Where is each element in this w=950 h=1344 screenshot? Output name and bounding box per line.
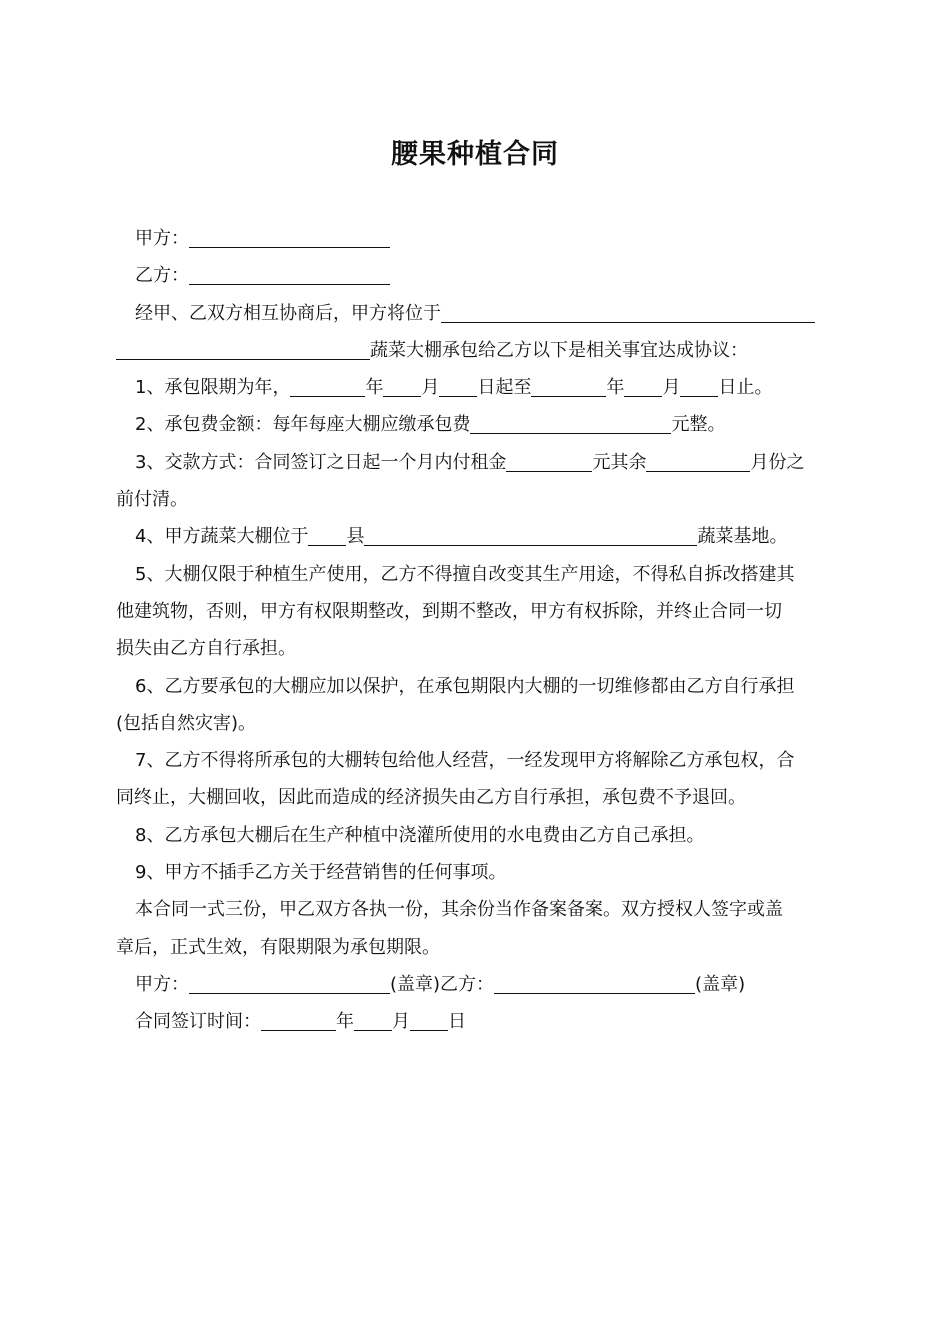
location-blank-2[interactable]: [116, 335, 370, 360]
clause-3: [116, 444, 836, 481]
start-month-blank[interactable]: [383, 372, 421, 397]
seal-label-a: (盖章): [390, 973, 441, 995]
year-label: 年: [606, 377, 625, 399]
county-label: 县: [346, 526, 365, 548]
end-day-blank[interactable]: [680, 372, 718, 397]
clause-5-line-1: 5、大棚仅限于种植生产使用，乙方不得擅自改变其生产用途，不得私自拆改搭建其: [135, 563, 795, 585]
base-blank[interactable]: [364, 521, 697, 546]
contract-body: [116, 220, 836, 1041]
party-a-line: [116, 220, 836, 257]
year-label: 年: [365, 377, 384, 399]
location-blank[interactable]: [441, 298, 815, 323]
clause-6-line-1: 6、乙方要承包的大棚应加以保护，在承包期限内大棚的一切维修都由乙方自行承担: [135, 675, 795, 697]
base-label: 蔬菜基地。: [697, 526, 788, 548]
signature-line: [116, 966, 836, 1003]
month-deadline-blank[interactable]: [646, 447, 750, 472]
date-line: [116, 1003, 836, 1040]
sign-party-b-blank[interactable]: [494, 969, 695, 994]
seal-label-b: (盖章): [695, 973, 746, 995]
start-to-label: 日起至: [477, 377, 532, 399]
clause-9: 9、甲方不插手乙方关于经营销售的任何事项。: [135, 862, 507, 884]
party-a-label: 甲方：: [135, 228, 189, 249]
month-label: 月: [662, 377, 681, 399]
sign-party-a-label: 甲方：: [135, 973, 189, 995]
clause-6-line-2: (包括自然灾害)。: [116, 712, 257, 734]
remainder-label: 元其余: [592, 451, 647, 473]
clause-8: 8、乙方承包大棚后在生产种植中浇灌所使用的水电费由乙方自己承担。: [135, 824, 705, 846]
closing-line-2: 章后，正式生效，有限期限为承包期限。: [116, 936, 440, 958]
sign-party-b-label: 乙方：: [440, 973, 495, 995]
end-label: 日止。: [718, 377, 773, 399]
clause-5-line-2: 他建筑物，否则，甲方有权限期整改，到期不整改，甲方有权拆除，并终止合同一切: [116, 600, 782, 622]
closing-line-1: 本合同一式三份，甲乙双方各执一份，其余份当作备案备案。双方授权人签字或盖: [135, 899, 783, 921]
clause-2: [116, 406, 836, 443]
clause-7-line-2: 同终止，大棚回收，因此而造成的经济损失由乙方自行承担，承包费不予退回。: [116, 787, 746, 809]
party-b-label: 乙方：: [135, 265, 189, 287]
currency-label: 元整。: [671, 414, 726, 436]
clause-3-text: 3、交款方式：合同签订之日起一个月内付租金: [135, 451, 507, 473]
clause-4: [116, 518, 836, 555]
document-title: 腰果种植合同: [391, 139, 559, 170]
party-a-blank[interactable]: [189, 223, 390, 248]
party-b-line: [116, 257, 836, 294]
year-label: 年: [336, 1011, 354, 1033]
start-year-blank[interactable]: [290, 372, 365, 397]
intro-text: 经甲、乙双方相互协商后，甲方将位于: [135, 302, 441, 324]
day-label: 日: [448, 1011, 466, 1033]
clause-7-line-1: 7、乙方不得将所承包的大棚转包给他人经营，一经发现甲方将解除乙方承包权，合: [135, 750, 795, 772]
start-day-blank[interactable]: [439, 372, 477, 397]
county-blank[interactable]: [308, 521, 346, 546]
sign-month-blank[interactable]: [354, 1006, 392, 1031]
party-b-blank[interactable]: [189, 260, 390, 285]
sign-day-blank[interactable]: [410, 1006, 448, 1031]
clause-5-line-3: 损失由乙方自行承担。: [116, 638, 296, 660]
clause-3-cont: [116, 481, 836, 518]
date-label: 合同签订时间：: [135, 1011, 261, 1033]
clause-4-text: 4、甲方蔬菜大棚位于: [135, 526, 309, 548]
month-before-label: 月份之: [750, 451, 805, 473]
sign-year-blank[interactable]: [261, 1006, 336, 1031]
clause-2-text: 2、承包费金额：每年每座大棚应缴承包费: [135, 414, 471, 436]
intro-line-2: [116, 332, 836, 369]
month-label: 月: [421, 377, 440, 399]
intro-line-1: [116, 295, 836, 332]
end-year-blank[interactable]: [531, 372, 606, 397]
month-label: 月: [392, 1011, 410, 1033]
intro-text-2: 蔬菜大棚承包给乙方以下是相关事宜达成协议：: [370, 339, 748, 361]
end-month-blank[interactable]: [624, 372, 662, 397]
clause-3-text-2: 前付清。: [116, 489, 188, 511]
clause-1: [116, 369, 836, 406]
sign-party-a-blank[interactable]: [189, 969, 390, 994]
rent-blank[interactable]: [506, 447, 592, 472]
fee-blank[interactable]: [470, 409, 671, 434]
clause-1-text: 1、承包限期为年，: [135, 377, 291, 399]
